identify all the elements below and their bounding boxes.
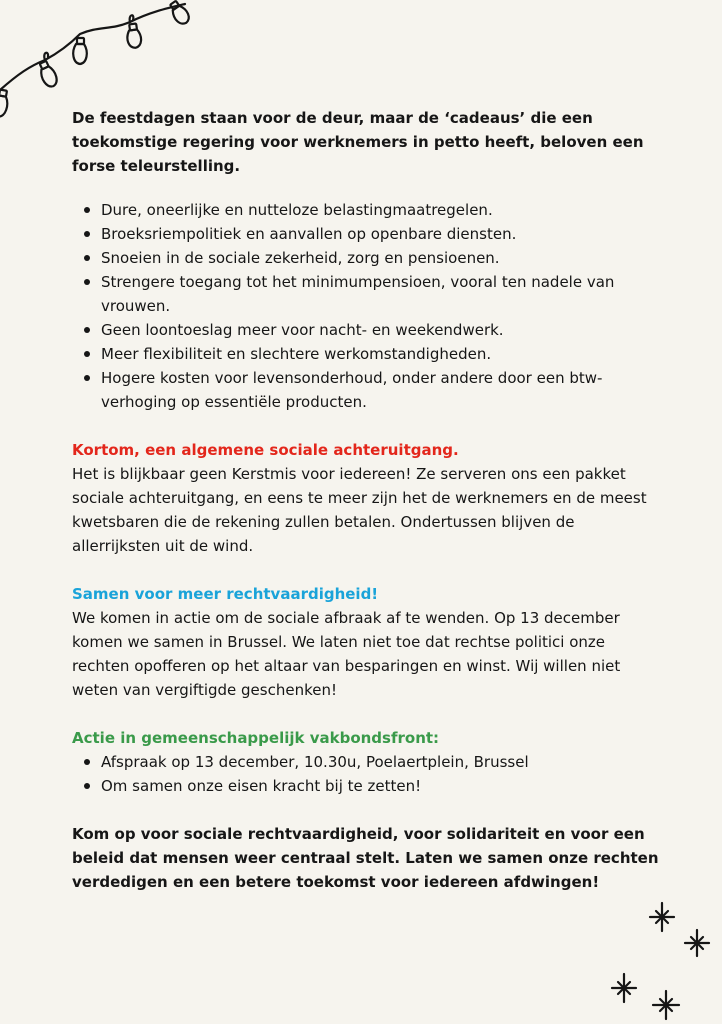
list-item: Meer flexibiliteit en slechtere werkomstandigheden. xyxy=(72,342,662,366)
closing-text: Kom op voor sociale rechtvaardigheid, voor solidariteit en voor een beleid dat mensen weer centraal stelt. Laten we samen onze rechten verdedigen en een betere toekomst voor iedereen afdwingen! xyxy=(72,825,659,891)
list-item: Broeksriempolitiek en aanvallen op openbare diensten. xyxy=(72,222,662,246)
section-heading: Actie in gemeenschappelijk vakbondsfront: xyxy=(72,729,440,747)
list-item: Geen loontoeslag meer voor nacht- en weekendwerk. xyxy=(72,318,662,342)
flyer-content xyxy=(72,106,662,894)
section-justice xyxy=(72,582,662,702)
list-item: Strengere toegang tot het minimumpensioen, vooral ten nadele van vrouwen. xyxy=(72,270,662,318)
sparkle-stars-icon xyxy=(600,895,722,1024)
section-heading: Samen voor meer rechtvaardigheid! xyxy=(72,585,379,603)
list-item: Snoeien in de sociale zekerheid, zorg en pensioenen. xyxy=(72,246,662,270)
list-item: Hogere kosten voor levensonderhoud, onder andere door een btw-verhoging op essentiële producten. xyxy=(72,366,662,414)
closing-section xyxy=(72,822,662,894)
list-item: Om samen onze eisen kracht bij te zetten! xyxy=(72,774,662,798)
section-body: Het is blijkbaar geen Kerstmis voor iedereen! Ze serveren ons een pakket sociale achteruitgang, en eens te meer zijn het de werknemers en de meest kwetsbaren die de rekening zullen betalen. Ondertussen blijven de allerrijksten uit de wind. xyxy=(72,465,647,555)
action-list xyxy=(72,750,662,798)
section-heading: Kortom, een algemene sociale achteruitgang. xyxy=(72,441,459,459)
section-body: We komen in actie om de sociale afbraak af te wenden. Op 13 december komen we samen in Brussel. We laten niet toe dat rechtse politici onze rechten opofferen op het altaar van besparingen en winst. Wij willen niet weten van vergiftigde geschenken! xyxy=(72,609,621,699)
measures-list xyxy=(72,198,662,414)
list-item: Afspraak op 13 december, 10.30u, Poelaertplein, Brussel xyxy=(72,750,662,774)
list-item: Dure, oneerlijke en nutteloze belastingmaatregelen. xyxy=(72,198,662,222)
section-action xyxy=(72,726,662,798)
section-setback xyxy=(72,438,662,558)
intro-text: De feestdagen staan voor de deur, maar de ‘cadeaus’ die een toekomstige regering voor werknemers in petto heeft, beloven een forse teleurstelling. xyxy=(72,109,644,175)
